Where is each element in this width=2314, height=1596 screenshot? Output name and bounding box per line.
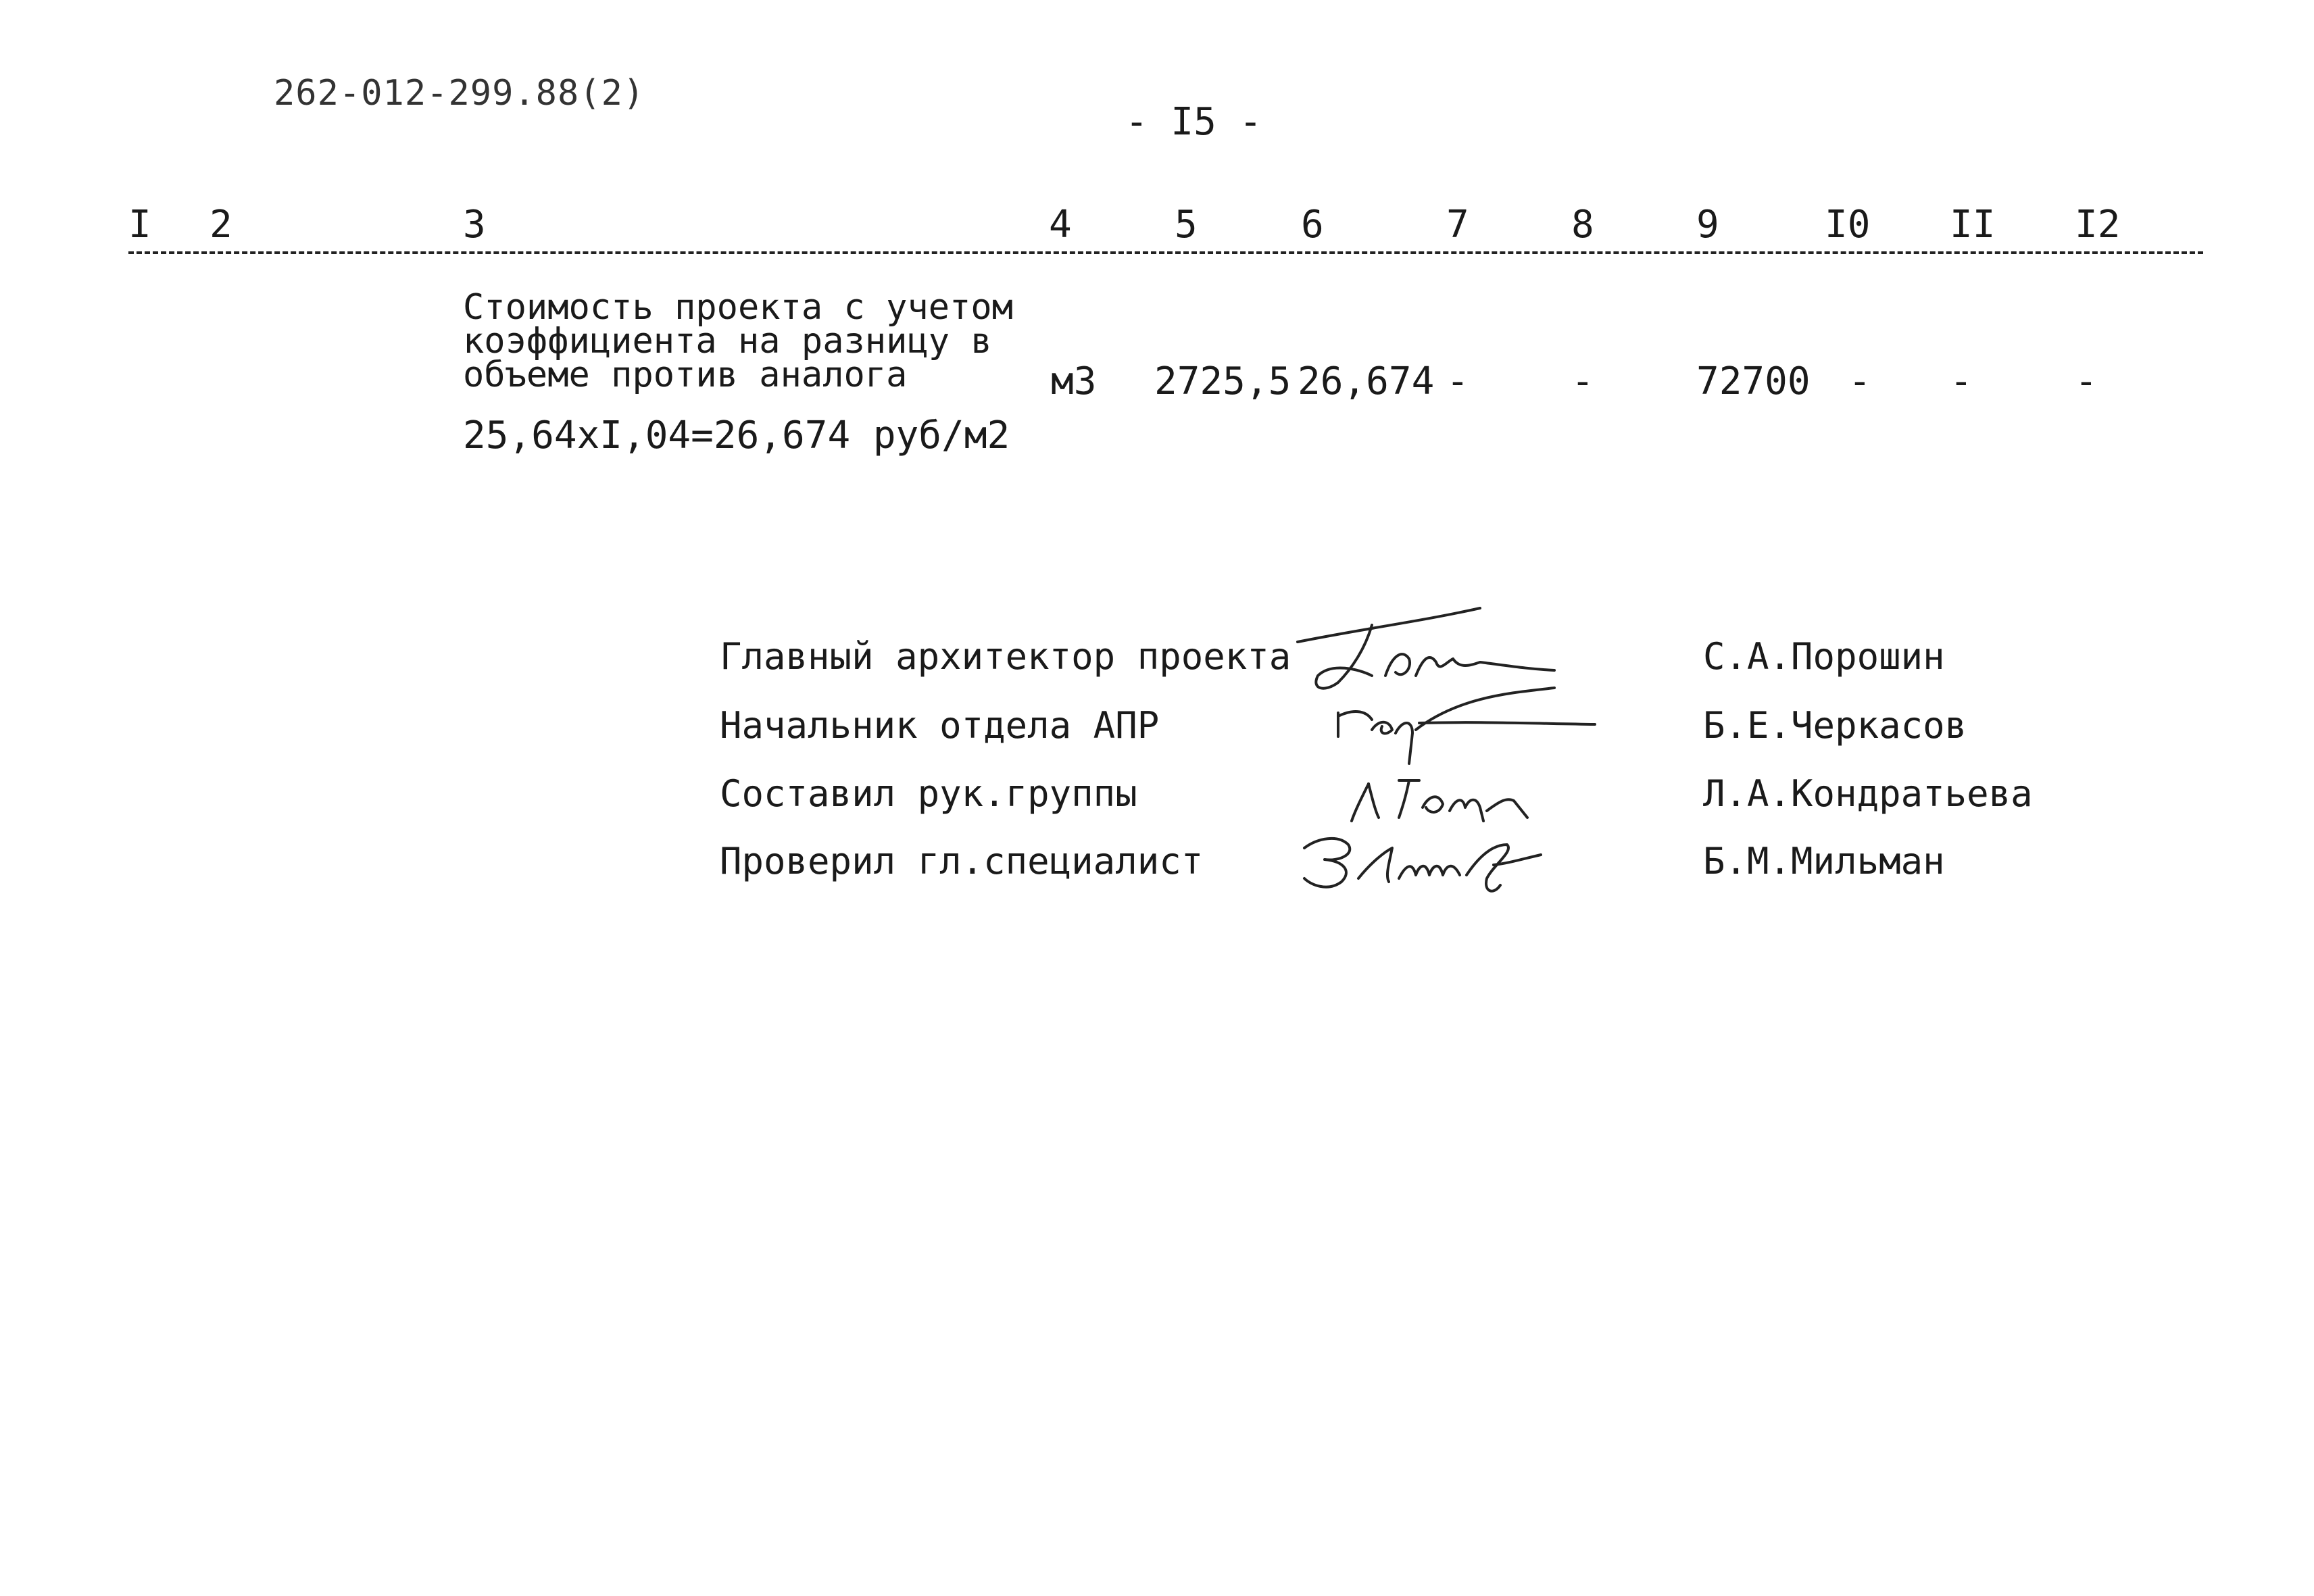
row-quantity: 2725,5 <box>1154 359 1291 403</box>
signature-mark-1 <box>1298 608 1554 689</box>
column-header-12: I2 <box>2075 203 2121 247</box>
signature-name-4: Б.М.Мильман <box>1703 840 1945 882</box>
column-header-8: 8 <box>1571 203 1594 247</box>
row-description-line-1: Стоимость проекта с учетом <box>463 287 1013 328</box>
row-col8: - <box>1571 359 1594 403</box>
column-header-3: 3 <box>463 203 486 247</box>
column-header-2: 2 <box>210 203 232 247</box>
header-rule <box>128 251 2203 254</box>
row-formula: 25,64хI,04=26,674 руб/м2 <box>463 414 1010 457</box>
signature-name-1: С.А.Порошин <box>1703 635 1945 678</box>
signature-role-2: Начальник отдела АПР <box>720 704 1160 747</box>
column-header-11: II <box>1950 203 1996 247</box>
signature-name-2: Б.Е.Черкасов <box>1703 704 1967 747</box>
row-description-line-2: коэффициента на разницу в <box>463 321 992 361</box>
row-col9: 72700 <box>1696 359 1811 403</box>
column-header-6: 6 <box>1301 203 1324 247</box>
signature-mark-2 <box>1338 688 1595 764</box>
column-header-9: 9 <box>1696 203 1719 247</box>
row-col11: - <box>1950 359 1973 403</box>
column-header-7: 7 <box>1446 203 1469 247</box>
signature-mark-4 <box>1304 839 1541 891</box>
page-number: - I5 - <box>1125 100 1262 144</box>
column-header-1: I <box>128 203 151 247</box>
row-unit: м3 <box>1051 359 1097 403</box>
row-col10: - <box>1848 359 1871 403</box>
column-header-5: 5 <box>1175 203 1198 247</box>
signature-role-4: Проверил гл.специалист <box>720 840 1204 882</box>
signature-mark-3 <box>1352 780 1527 821</box>
handwritten-signatures <box>1284 595 1635 899</box>
row-description-line-3: объеме против аналога <box>463 355 908 395</box>
row-description <box>463 287 1013 395</box>
signature-role-1: Главный архитектор проекта <box>720 635 1291 678</box>
row-col12: - <box>2075 359 2098 403</box>
signature-name-3: Л.А.Кондратьева <box>1703 772 2033 815</box>
column-header-4: 4 <box>1049 203 1072 247</box>
column-header-10: I0 <box>1825 203 1871 247</box>
row-col7: - <box>1446 359 1469 403</box>
row-price: 26,674 <box>1298 359 1435 403</box>
signature-role-3: Составил рук.группы <box>720 772 1137 815</box>
document-code: 262-012-299.88(2) <box>274 73 645 114</box>
